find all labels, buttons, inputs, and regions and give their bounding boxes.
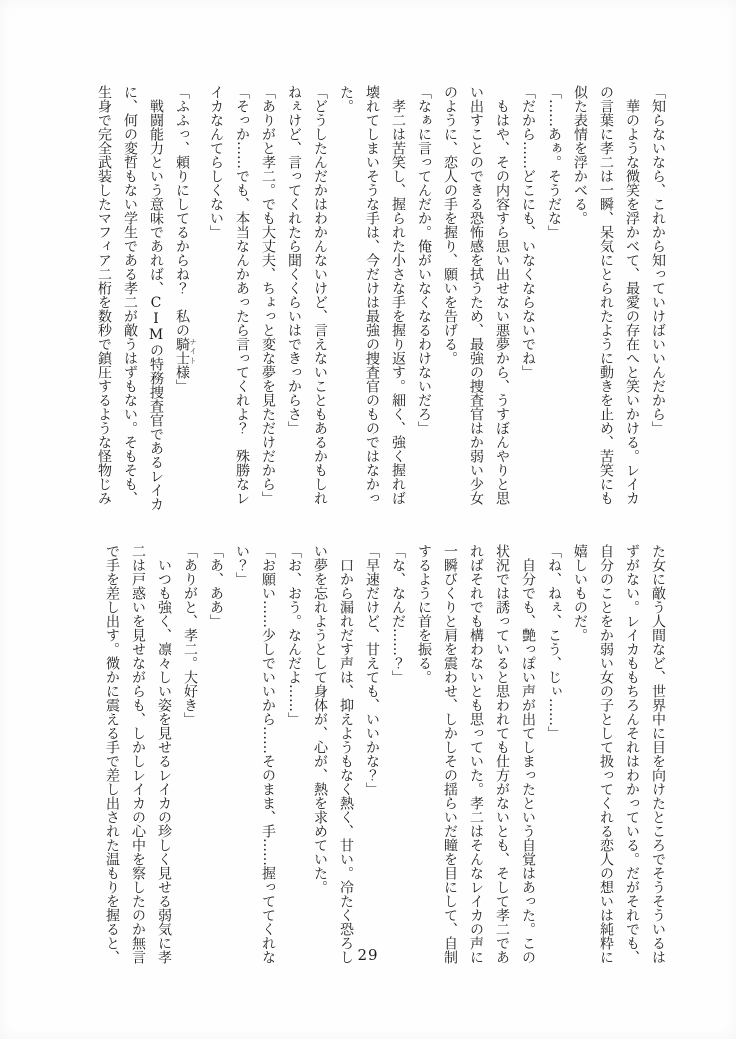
text-column: 二は戸惑いを見せながらも、しかしレイカの心中を察したのか無言 (130, 544, 146, 964)
text-column: 「お、おう。なんだよ……」 (286, 544, 302, 726)
text-column: 「……あぁ。そうだな」 (546, 85, 562, 239)
text-column: 「だから……どこにも、いなくならないでね」 (520, 85, 536, 379)
text-column: 自分のことをか弱い女の子として扱ってくれる恋人の想いは純粋に (598, 544, 614, 964)
text-column: に、何の変哲もない学生である孝二が敵うはずもない。そもそも、 (122, 85, 138, 505)
text-column: するように首を振る。 (416, 544, 432, 684)
text-column: 壊れてしまいそうな手は、今だけは最強の捜査官のものではなかっ (364, 85, 380, 505)
text-column: 状況では誘っていると思われても仕方がないとも、そして孝二であ (494, 544, 510, 964)
text-column: ねぇけど、言ってくれたら聞くくらいはできっからさ」 (286, 85, 302, 435)
ruby-annotated-text: 騎士 ナイト (174, 337, 197, 365)
text-column: 「知らないなら、これから知っていけばいいんだから」 (650, 85, 666, 435)
text-column: い夢を忘れようとして身体が、心が、熱を求めていた。 (312, 544, 328, 894)
text-column: い出すことのできる恐怖感を拭うため、最強の捜査官はか弱い少女 (468, 85, 484, 505)
text-column: 生身で完全武装したマフィア二桁を数秒で鎮圧するような怪物じみ (96, 85, 112, 505)
text-column: 似た表情を浮かべる。 (572, 85, 588, 225)
text-column: た。 (338, 85, 354, 113)
text-column: 「な、なんだ……？」 (390, 544, 406, 684)
text-column: イカなんてらしくない」 (208, 85, 224, 239)
text-column: い？」 (234, 544, 250, 586)
text-column: 「お願い……少しでいいから……そのまま、手……握っててくれな (260, 544, 276, 964)
text-column: ればそれでも構わないとも思っていた。孝二はそんなレイカの声に (468, 544, 484, 964)
page-number: 29 (357, 946, 379, 964)
text-column: いつも強く、凛々しい姿を見せるレイカの珍しく見せる弱気に孝 (156, 558, 172, 964)
text-column: 孝二は苦笑し、握られた小さな手を握り返す。細く、強く握れば (390, 99, 406, 505)
text-block-top (97, 85, 665, 523)
text-column: た女に敵う人間など、世界中に目を向けたところでそうそういるは (650, 544, 666, 964)
text-column: 「なぁに言ってんだか。俺がいなくなるわけないだろ」 (416, 85, 432, 435)
text-column: 「あ、ああ」 (208, 544, 224, 628)
text-column: 「ありがと孝二。でも大丈夫、ちょっと変な夢を見ただけだから」 (260, 85, 276, 505)
text-column: 「ね、ねぇ、こう、じぃ……」 (546, 544, 562, 740)
text-column: 「ありがと、孝二。大好き」 (182, 544, 198, 726)
text-column: 一瞬びくりと肩を震わせ、しかしその揺らいだ瞳を目にして、自制 (442, 544, 458, 964)
text-column: 「ふふっ、頼りにしてるからね？ 私の騎士 ナイト様」 (174, 85, 197, 393)
text-column: の言葉に孝二は一瞬、呆気にとられたように動きを止め、苦笑にも (598, 85, 614, 505)
text-column: 自分でも、艶っぽい声が出てしまったという自覚はあった。この (520, 558, 536, 964)
text-column: 華のような微笑を浮かべて、最愛の存在へと笑いかける。レイカ (624, 99, 640, 505)
text-column: 「そっか……でも、本当なんかあったら言ってくれよ？ 殊勝なレ (234, 85, 250, 505)
text-column: ずがない。レイカももちろんそれはわかっている。だがそれでも、 (624, 544, 640, 964)
text-column: 「早速だけど、甘えても、いいかな？」 (364, 544, 380, 796)
text-column: 嬉しいものだ。 (572, 544, 588, 642)
text-column: 口から漏れだす声は、抑えようもなく熱く、甘い。冷たく恐ろし (338, 558, 354, 964)
text-column: 戦闘能力という意味であれば、CIMの特務捜査官であるレイカ (148, 99, 164, 511)
text-column: で手を差し出す。微かに震える手で差し出された温もりを握ると、 (104, 544, 120, 964)
text-column: もはや、その内容すら思い出せない悪夢から、うすぼんやりと思 (494, 99, 510, 505)
latin-upright-text: CIM (148, 295, 164, 343)
text-block-bottom (105, 544, 665, 982)
text-column: のように、恋人の手を握り、願いを告げる。 (442, 85, 458, 365)
text-column: 「どうしたんだかはわかんないけど、言えないこともあるかもしれ (312, 85, 328, 505)
